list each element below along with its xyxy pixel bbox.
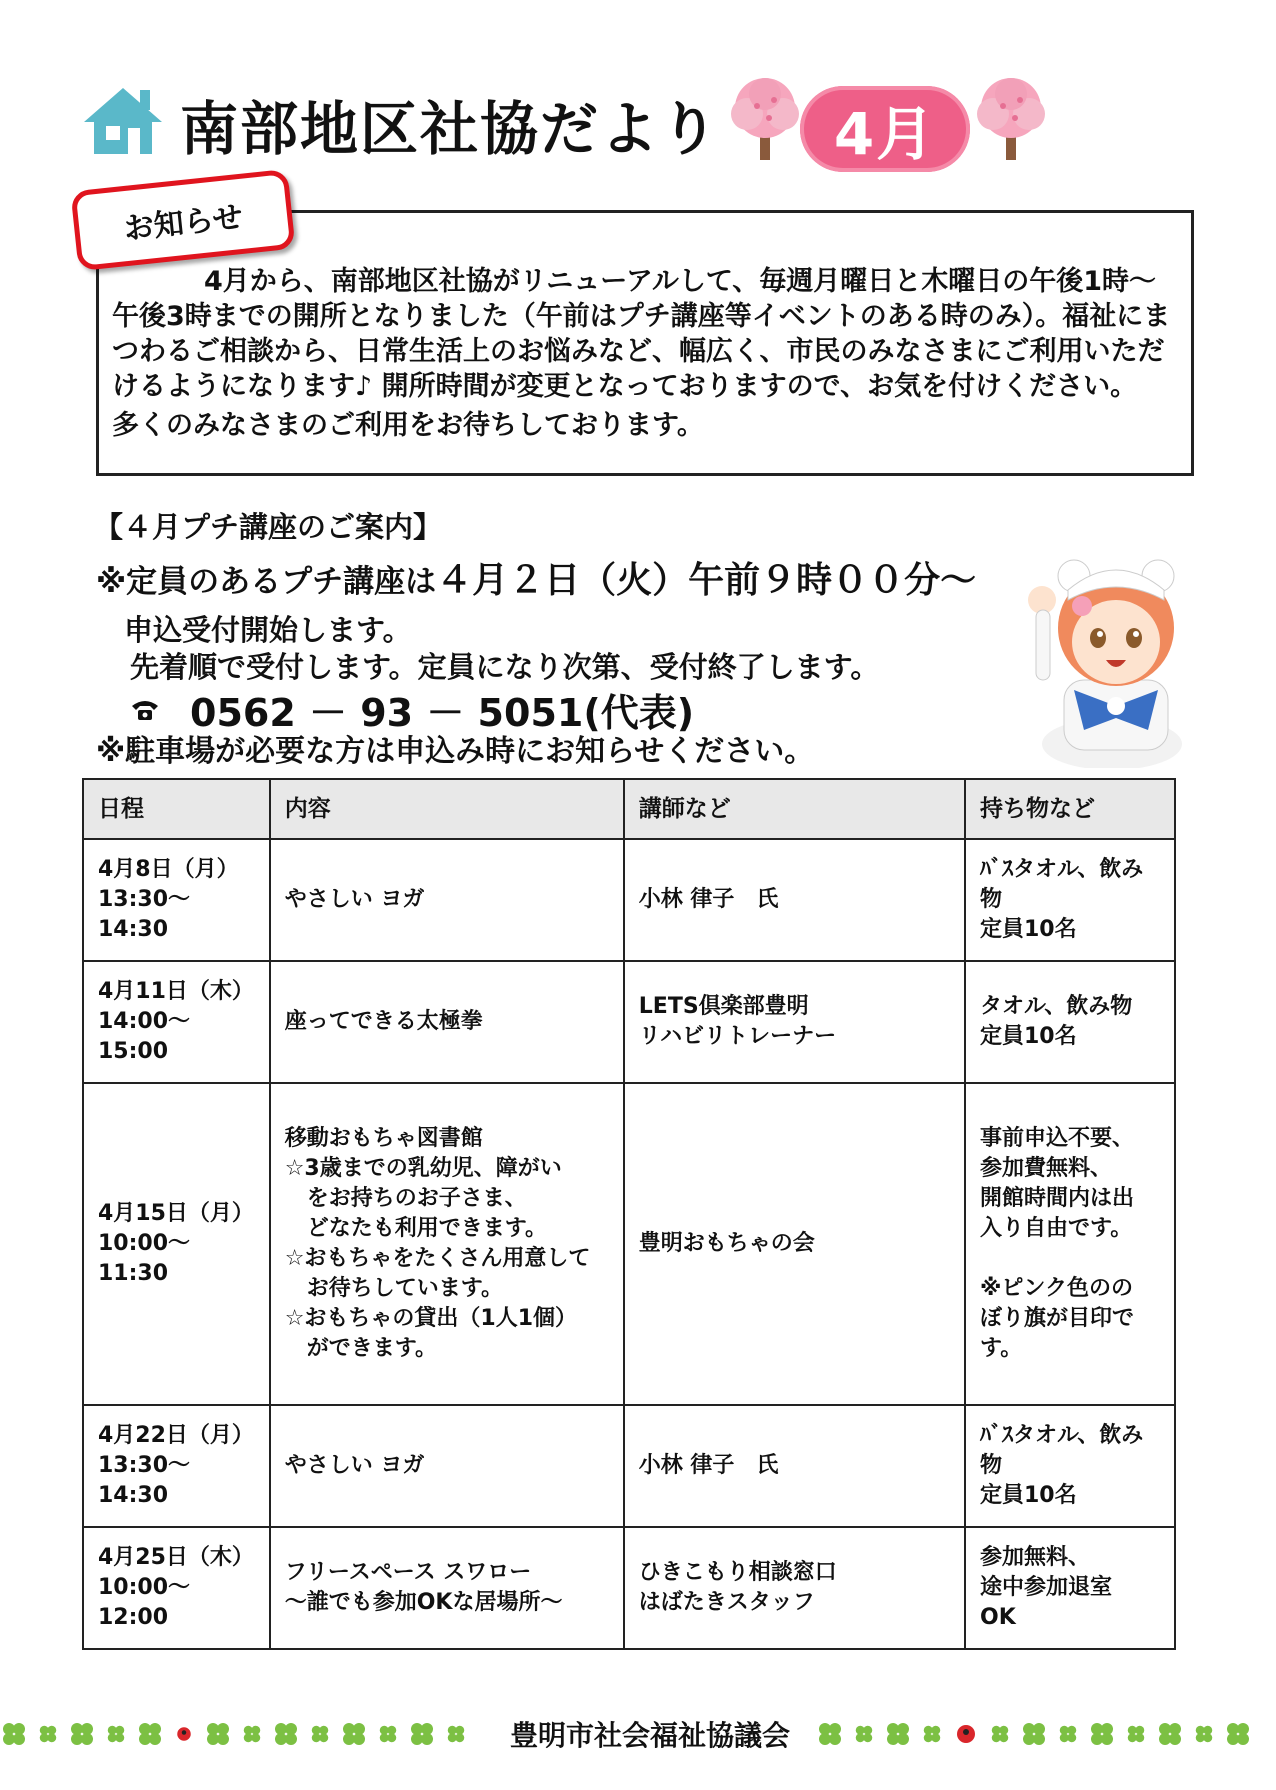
notice-closing: 多くのみなさまのご利用をお待ちしております。 xyxy=(112,410,704,441)
table-row xyxy=(83,961,1175,1083)
items-line: OK xyxy=(980,1605,1016,1630)
date-cell xyxy=(83,1405,270,1527)
instructor-cell xyxy=(624,1405,965,1527)
content-line: ☆おもちゃをたくさん用意して xyxy=(284,1246,591,1271)
ladybug-icon xyxy=(177,1727,191,1741)
content-line: お待ちしています。 xyxy=(284,1276,503,1301)
items-line: 開館時間内は出 xyxy=(980,1186,1135,1211)
content-line: フリースペース スワロー xyxy=(284,1560,532,1585)
table-row xyxy=(83,839,1175,961)
items-line: す。 xyxy=(980,1336,1023,1361)
newsletter-title: 南部地区社協だより xyxy=(180,95,721,163)
clover-icon xyxy=(1159,1723,1181,1745)
date-cell xyxy=(83,1083,270,1405)
items-cell xyxy=(965,961,1175,1083)
month-badge: 4月 xyxy=(800,86,970,172)
content-line: ☆3歳までの乳幼児、障がい xyxy=(284,1156,562,1181)
clover-icon xyxy=(1023,1723,1045,1745)
instructor-line: はばたきスタッフ xyxy=(638,1590,815,1615)
instructor-cell xyxy=(624,839,965,961)
items-line: 途中参加退室 xyxy=(980,1575,1113,1600)
instructor-line: 小林 律子 氏 xyxy=(638,887,779,912)
content-cell xyxy=(270,961,624,1083)
footer-organization: 豊明市社会福祉協議会 xyxy=(500,1714,800,1754)
table-row xyxy=(83,1083,1175,1405)
content-cell xyxy=(270,839,624,961)
clover-icon xyxy=(1128,1726,1145,1743)
clover-icon xyxy=(108,1726,125,1743)
content-cell xyxy=(270,1405,624,1527)
items-cell xyxy=(965,1083,1175,1405)
table-row xyxy=(83,1527,1175,1649)
clover-icon xyxy=(139,1723,161,1745)
ladybug-icon xyxy=(957,1725,975,1743)
time: 10:00～12:00 xyxy=(98,1575,191,1630)
clover-icon xyxy=(207,1723,229,1745)
clover-icon xyxy=(1196,1726,1213,1743)
table-header-row xyxy=(83,779,1175,839)
date-cell xyxy=(83,839,270,961)
items-line: 事前申込不要、 xyxy=(980,1126,1135,1151)
instructor-line: ひきこもり相談窓口 xyxy=(638,1560,837,1585)
items-line: ﾊﾞｽタオル、飲み物 xyxy=(980,857,1144,912)
content-cell xyxy=(270,1083,624,1405)
items-line xyxy=(980,1244,1160,1274)
clover-icon xyxy=(40,1726,57,1743)
items-line: ﾊﾞｽタオル、飲み物 xyxy=(980,1423,1144,1478)
header-instructor: 講師など xyxy=(624,779,965,839)
cherry-tree-icon xyxy=(968,70,1054,166)
clover-icon xyxy=(887,1723,909,1745)
clover-icon xyxy=(411,1723,433,1745)
header-content: 内容 xyxy=(270,779,624,839)
content-line: 移動おもちゃ図書館 xyxy=(284,1126,483,1151)
clover-icon xyxy=(924,1726,941,1743)
mascot-illustration xyxy=(1020,530,1196,768)
content-line: をお持ちのお子さま、 xyxy=(284,1186,527,1211)
notice-text xyxy=(112,264,1182,443)
content-line: ができます。 xyxy=(284,1336,437,1361)
table-row xyxy=(83,1405,1175,1527)
clover-icon xyxy=(856,1726,873,1743)
date: 4月22日（月） xyxy=(98,1423,254,1448)
items-cell xyxy=(965,1527,1175,1649)
date: 4月15日（月） xyxy=(98,1201,254,1226)
items-line: 入り自由です。 xyxy=(980,1216,1133,1241)
items-cell xyxy=(965,839,1175,961)
capacity-date: ４月２日（火）午前９時００分～ xyxy=(436,560,977,601)
phone-number: 0562 － 93 － 5051(代表) xyxy=(190,691,695,735)
content-line: どなたも利用できます。 xyxy=(284,1216,547,1241)
clover-icon xyxy=(312,1726,329,1743)
first-come-note: 先着順で受付します。定員になり次第、受付終了します。 xyxy=(130,650,880,684)
clover-icon xyxy=(448,1726,465,1743)
notice-paragraph: 4月から、南部地区社協がリニューアルして、毎週月曜日と木曜日の午後1時～午後3時までの開所となりました（午前はプチ講座等イベントのある時のみ）。福祉にまつわるご相談から、日常生活上のお悩みなど、幅広く、市民のみなさまにご利用いただけるようになります♪ 開所時間が変更となっておりますので、お気を付けください。 xyxy=(112,266,1171,402)
items-line: 参加費無料、 xyxy=(980,1156,1113,1181)
instructor-cell xyxy=(624,1083,965,1405)
clover-icon xyxy=(71,1723,93,1745)
time: 14:00～15:00 xyxy=(98,1009,191,1064)
date: 4月8日（月） xyxy=(98,857,239,882)
clover-icon xyxy=(1091,1723,1113,1745)
instructor-line: 小林 律子 氏 xyxy=(638,1453,779,1478)
time: 10:00～11:30 xyxy=(98,1231,191,1286)
items-line: 定員10名 xyxy=(980,1024,1077,1049)
clover-icon xyxy=(380,1726,397,1743)
clover-icon xyxy=(3,1723,25,1745)
capacity-line xyxy=(96,552,976,603)
date-cell xyxy=(83,1527,270,1649)
notice-tag: お知らせ xyxy=(70,169,295,271)
content-line: 座ってできる太極拳 xyxy=(284,1009,483,1034)
instructor-line: 豊明おもちゃの会 xyxy=(638,1231,815,1256)
items-cell xyxy=(965,1405,1175,1527)
clover-icon xyxy=(1227,1723,1249,1745)
cherry-tree-icon xyxy=(722,70,808,166)
time: 13:30～14:30 xyxy=(98,1453,191,1508)
parking-note: ※駐車場が必要な方は申込み時にお知らせください。 xyxy=(96,734,815,769)
date: 4月11日（木） xyxy=(98,979,254,1004)
content-line: ☆おもちゃの貸出（1人1個） xyxy=(284,1306,578,1331)
section-title: 【４月プチ講座のご案内】 xyxy=(94,510,443,544)
date: 4月25日（木） xyxy=(98,1545,254,1570)
schedule-table xyxy=(82,778,1176,1650)
content-line: やさしい ヨガ xyxy=(284,1453,425,1478)
clover-icon xyxy=(244,1726,261,1743)
items-line: ※ピンク色のの xyxy=(980,1276,1133,1301)
instructor-cell xyxy=(624,1527,965,1649)
items-line: 参加無料、 xyxy=(980,1545,1091,1570)
clover-icon xyxy=(992,1726,1009,1743)
application-start: 申込受付開始します。 xyxy=(124,613,412,647)
items-line: 定員10名 xyxy=(980,917,1077,942)
header-date: 日程 xyxy=(83,779,270,839)
house-icon xyxy=(82,86,164,156)
clover-icon xyxy=(1060,1726,1077,1743)
clover-icon xyxy=(275,1723,297,1745)
content-line: ～誰でも参加OKな居場所～ xyxy=(284,1590,563,1615)
content-cell xyxy=(270,1527,624,1649)
time: 13:30～14:30 xyxy=(98,887,191,942)
clover-icon xyxy=(343,1723,365,1745)
instructor-line: リハビリトレーナー xyxy=(638,1024,837,1049)
clover-icon xyxy=(819,1723,841,1745)
content-line: やさしい ヨガ xyxy=(284,887,425,912)
instructor-line: LETS倶楽部豊明 xyxy=(638,994,809,1019)
items-line: ぼり旗が目印で xyxy=(980,1306,1135,1331)
date-cell xyxy=(83,961,270,1083)
items-line: 定員10名 xyxy=(980,1483,1077,1508)
items-line: タオル、飲み物 xyxy=(980,994,1133,1019)
capacity-prefix: ※定員のあるプチ講座は xyxy=(96,564,437,600)
header-items: 持ち物など xyxy=(965,779,1175,839)
instructor-cell xyxy=(624,961,965,1083)
phone-icon xyxy=(130,698,160,722)
